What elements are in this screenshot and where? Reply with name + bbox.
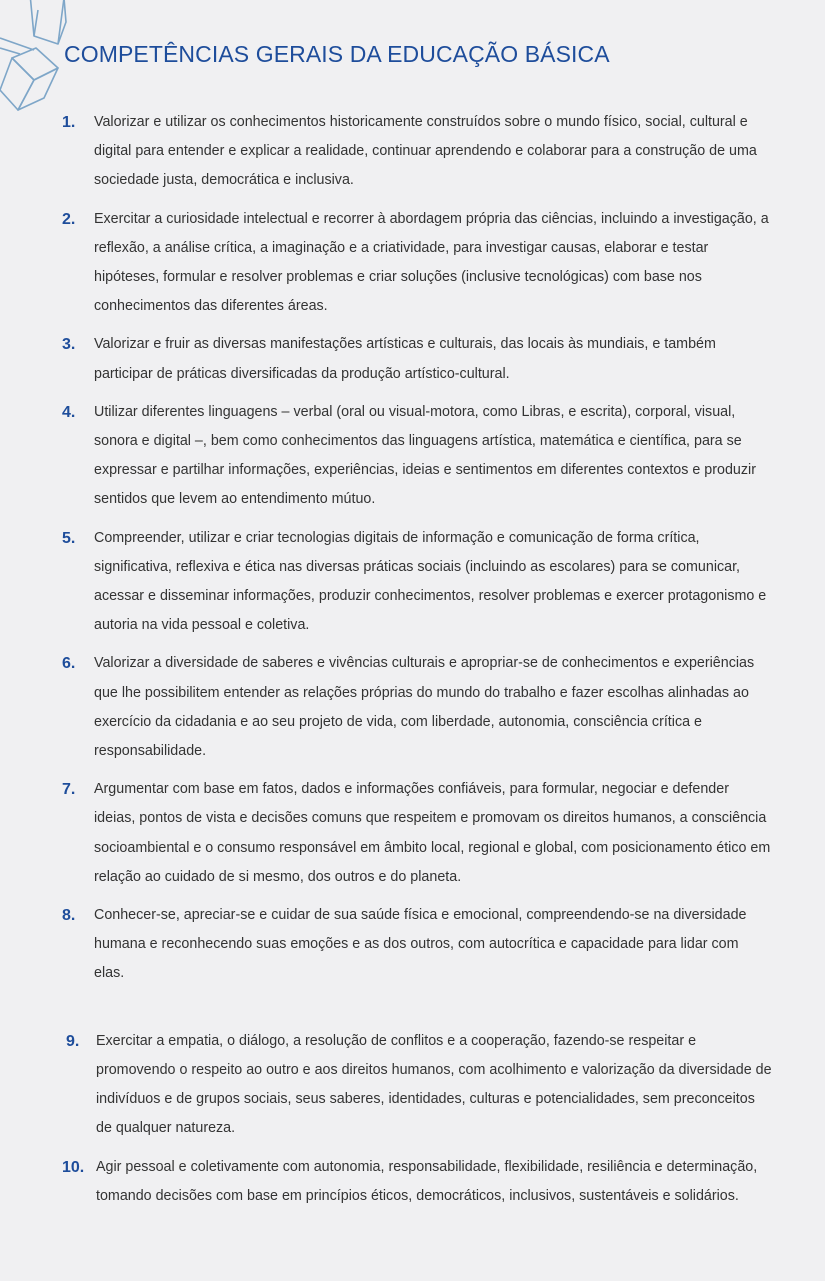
item-text: Valorizar e fruir as diversas manifestações artísticas e culturais, das locais às mundiais, e também participar de práticas diversificadas da produção artístico-cultural. xyxy=(94,336,716,382)
list-item xyxy=(62,775,772,892)
item-number: 1. xyxy=(62,114,76,131)
item-text: Utilizar diferentes linguagens – verbal (oral ou visual-motora, como Libras, e escrita), corporal, visual, sonora e digital –, bem como conhecimentos das linguagens artística, matemática e científica, para se expressar e partilhar informações, experiências, ideias e sentimentos em diferentes contextos e produzir sentidos que levem ao entendimento mútuo. xyxy=(94,403,756,508)
list-item xyxy=(62,1027,772,1144)
list-item xyxy=(62,108,772,196)
item-text: Conhecer-se, apreciar-se e cuidar de sua saúde física e emocional, compreendendo-se na diversidade humana e reconhecendo suas emoções e as dos outros, com autocrítica e capacidade para lidar com elas. xyxy=(94,907,747,982)
item-number: 4. xyxy=(62,403,76,421)
list-item xyxy=(62,205,772,322)
item-number: 2. xyxy=(62,210,76,228)
list-item xyxy=(62,649,772,766)
item-text: Exercitar a curiosidade intelectual e recorrer à abordagem própria das ciências, incluindo a investigação, a reflexão, a análise crítica, a imaginação e a criatividade, para investigar causas, elaborar e testar hipóteses, formular e resolver problemas e criar soluções (inclusive tecnológicas) com base nos conhecimentos das diferentes áreas. xyxy=(94,210,769,315)
item-number: 7. xyxy=(62,781,76,799)
list-item xyxy=(62,398,772,515)
item-text: Valorizar e utilizar os conhecimentos historicamente construídos sobre o mundo físico, social, cultural e digital para entender e explicar a realidade, continuar aprendendo e colaborar para a construção de uma sociedade justa, democrática e inclusiva. xyxy=(94,114,757,189)
item-number: 8. xyxy=(62,907,76,925)
item-text: Exercitar a empatia, o diálogo, a resolução de conflitos e a cooperação, fazendo-se respeitar e promovendo o respeito ao outro e aos direitos humanos, com acolhimento e valorização da diversidade de indivíduos e de grupos sociais, seus saberes, identidades, culturas e potencialidades, sem preconceitos de qualquer natureza. xyxy=(96,1032,772,1137)
item-number: 6. xyxy=(62,655,76,673)
item-number: 10. xyxy=(62,1158,85,1176)
item-number: 3. xyxy=(62,336,76,354)
item-number: 5. xyxy=(62,529,76,547)
competencias-list xyxy=(62,108,772,1211)
item-text: Compreender, utilizar e criar tecnologias digitais de informação e comunicação de forma crítica, significativa, reflexiva e ética nas diversas práticas sociais (incluindo as escolares) para se comunicar, acessar e disseminar informações, produzir conhecimentos, resolver problemas e exercer protagonismo e autoria na vida pessoal e coletiva. xyxy=(94,529,767,634)
item-text: Argumentar com base em fatos, dados e informações confiáveis, para formular, negociar e defender ideias, pontos de vista e decisões comuns que respeitem e promovam os direitos humanos, a consciência socioambiental e o consumo responsável em âmbito local, regional e global, com posicionamento ético em relação ao cuidado de si mesmo, dos outros e do planeta. xyxy=(94,781,771,885)
list-item xyxy=(62,330,772,388)
list-item xyxy=(62,901,772,989)
item-text: Agir pessoal e coletivamente com autonomia, responsabilidade, flexibilidade, resiliência e determinação, tomando decisões com base em princípios éticos, democráticos, inclusivos, sustentáveis e solidários. xyxy=(96,1158,758,1204)
item-text: Valorizar a diversidade de saberes e vivências culturais e apropriar-se de conhecimentos e experiências que lhe possibilitem entender as relações próprias do mundo do trabalho e fazer escolhas alinhadas ao exercício da cidadania e ao seu projeto de vida, com liberdade, autonomia, consciência crítica e responsabilidade. xyxy=(94,655,755,760)
page-title: COMPETÊNCIAS GERAIS DA EDUCAÇÃO BÁSICA xyxy=(64,41,610,67)
list-item xyxy=(62,1153,772,1211)
item-number: 9. xyxy=(66,1032,80,1050)
list-item xyxy=(62,524,772,641)
